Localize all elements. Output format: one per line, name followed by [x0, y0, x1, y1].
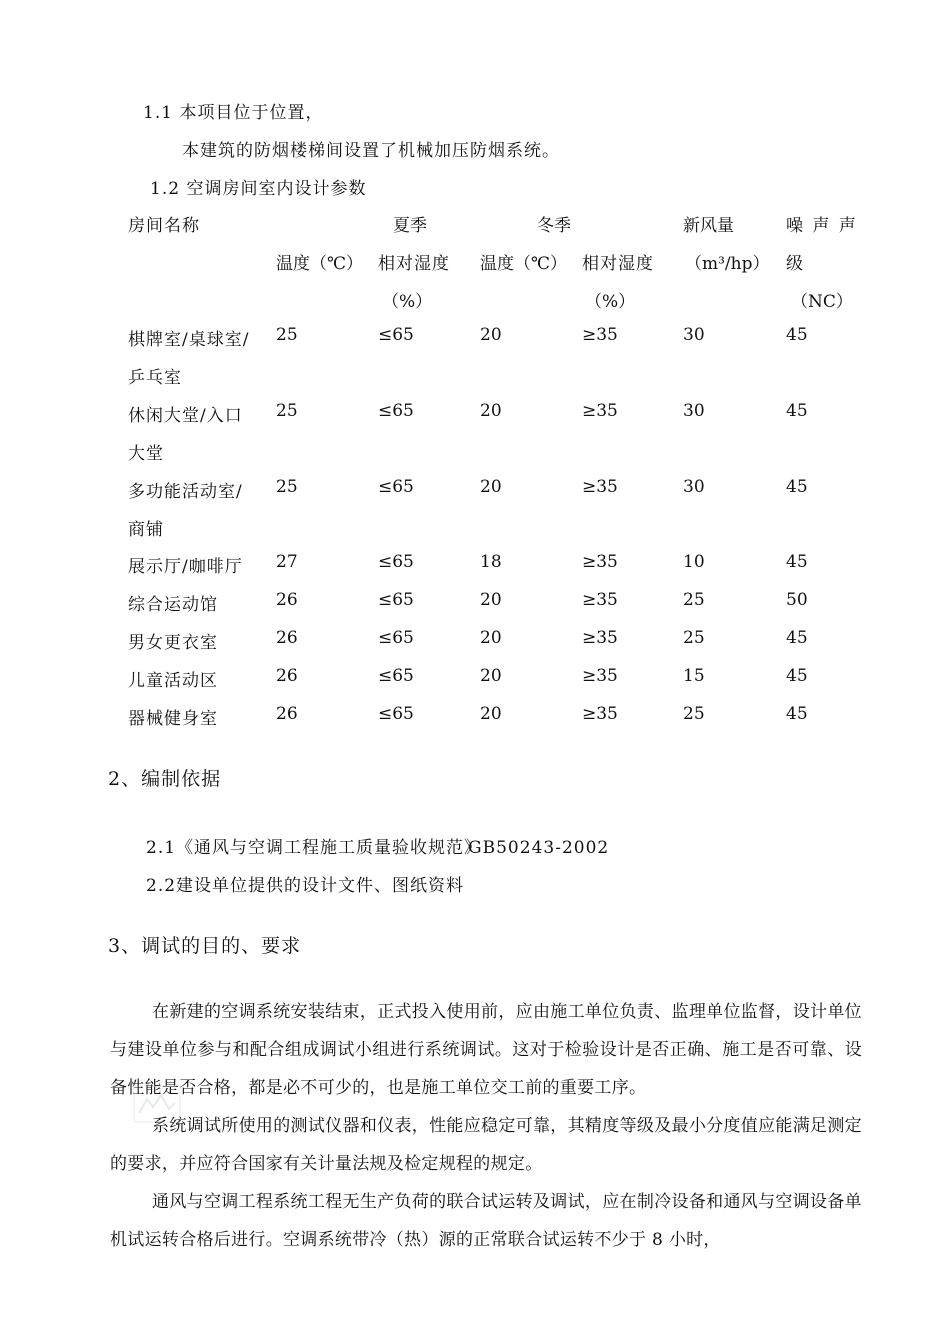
table-cell-noise: 45 — [786, 325, 808, 345]
table-cell-noise: 45 — [786, 628, 808, 648]
table-row-name: 棋牌室/桌球室/ — [128, 330, 250, 350]
table-cell-winter-temp: 20 — [480, 325, 502, 345]
table-cell-summer-rh: ≤65 — [378, 401, 414, 421]
section-3-paragraph-3 — [110, 1183, 862, 1259]
table-row-name-cont: 商铺 — [128, 520, 164, 540]
table-cell-fresh-air: 10 — [683, 552, 705, 572]
table-cell-winter-temp: 20 — [480, 666, 502, 686]
section-3-paragraph-2 — [110, 1107, 862, 1183]
table-cell-winter-rh: ≥35 — [582, 628, 618, 648]
table-cell-noise: 45 — [786, 401, 808, 421]
table-cell-winter-temp: 18 — [480, 552, 502, 572]
header-room-name: 房间名称 — [128, 216, 200, 236]
header-fresh-air: 新风量 — [683, 216, 734, 236]
table-cell-summer-rh: ≤65 — [378, 666, 414, 686]
section-2-1-item — [146, 833, 609, 858]
table-cell-fresh-air: 25 — [683, 704, 705, 724]
header-winter-temp: 温度（℃） — [480, 254, 568, 274]
header-summer-rh: 相对湿度 — [378, 254, 450, 274]
table-cell-fresh-air: 25 — [683, 628, 705, 648]
header-fresh-air-unit: （m³/hp） — [685, 254, 770, 274]
table-cell-winter-rh: ≥35 — [582, 704, 618, 724]
table-cell-summer-rh: ≤65 — [378, 704, 414, 724]
header-noise-unit: （NC） — [791, 292, 853, 312]
table-cell-summer-temp: 25 — [276, 401, 298, 421]
header-winter-rh-unit: （%） — [585, 292, 636, 312]
paragraph-1-text: 在新建的空调系统安装结束，正式投入使用前，应由施工单位负责、监理单位监督，设计单位与建设单位参与和配合组成调试小组进行系统调试。这对于检验设计是否正确、施工是否可靠、设备性能是否合格，都是必不可少的，也是施工单位交工前的重要工序。 — [110, 1002, 862, 1098]
table-row-name: 展示厅/咖啡厅 — [128, 557, 243, 577]
table-cell-winter-temp: 20 — [480, 704, 502, 724]
table-cell-fresh-air: 15 — [683, 666, 705, 686]
table-cell-summer-temp: 25 — [276, 325, 298, 345]
table-row-name-cont: 大堂 — [128, 444, 164, 464]
table-cell-summer-temp: 26 — [276, 590, 298, 610]
section-3-heading: 3、调试的目的、要求 — [108, 935, 302, 957]
table-row-name: 器械健身室 — [128, 709, 218, 729]
section-2-1-title: 2.1《通风与空调工程施工质量验收规范》 — [146, 838, 483, 858]
section-1-1-line: 1.1 本项目位于位置， — [143, 103, 324, 123]
table-row-name: 儿童活动区 — [128, 671, 218, 691]
table-cell-noise: 50 — [786, 590, 808, 610]
table-cell-noise: 45 — [786, 666, 808, 686]
table-cell-fresh-air: 30 — [683, 477, 705, 497]
header-summer-rh-unit: （%） — [382, 292, 433, 312]
table-cell-fresh-air: 25 — [683, 590, 705, 610]
table-row-name: 男女更衣室 — [128, 633, 218, 653]
header-winter: 冬季 — [537, 216, 571, 236]
table-cell-fresh-air: 30 — [683, 325, 705, 345]
table-cell-summer-rh: ≤65 — [378, 477, 414, 497]
table-cell-summer-rh: ≤65 — [378, 590, 414, 610]
table-cell-summer-rh: ≤65 — [378, 628, 414, 648]
table-cell-winter-temp: 20 — [480, 401, 502, 421]
smoke-control-line: 本建筑的防烟楼梯间设置了机械加压防烟系统。 — [182, 141, 560, 161]
table-cell-summer-temp: 26 — [276, 628, 298, 648]
table-cell-winter-temp: 20 — [480, 477, 502, 497]
table-cell-winter-rh: ≥35 — [582, 590, 618, 610]
table-cell-noise: 45 — [786, 552, 808, 572]
section-3-paragraph-1 — [110, 993, 862, 1107]
header-summer-temp: 温度（℃） — [276, 254, 364, 274]
table-cell-noise: 45 — [786, 477, 808, 497]
table-cell-summer-rh: ≤65 — [378, 552, 414, 572]
table-cell-summer-temp: 26 — [276, 666, 298, 686]
header-summer: 夏季 — [393, 216, 427, 236]
header-noise: 噪 声 声 — [786, 216, 858, 236]
table-cell-fresh-air: 30 — [683, 401, 705, 421]
table-cell-noise: 45 — [786, 704, 808, 724]
table-cell-winter-rh: ≥35 — [582, 552, 618, 572]
table-cell-winter-rh: ≥35 — [582, 325, 618, 345]
header-winter-rh: 相对湿度 — [582, 254, 654, 274]
section-2-heading: 2、编制依据 — [108, 768, 222, 790]
paragraph-2-text: 系统调试所使用的测试仪器和仪表，性能应稳定可靠，其精度等级及最小分度值应能满足测定的要求，并应符合国家有关计量法规及检定规程的规定。 — [110, 1116, 862, 1174]
table-cell-winter-rh: ≥35 — [582, 477, 618, 497]
watermark-icon — [133, 1085, 181, 1123]
table-cell-winter-rh: ≥35 — [582, 401, 618, 421]
section-2-1-code: GB50243-2002 — [468, 838, 610, 858]
section-2-2-item: 2.2建设单位提供的设计文件、图纸资料 — [146, 876, 465, 896]
table-cell-summer-rh: ≤65 — [378, 325, 414, 345]
table-row-name: 休闲大堂/入口 — [128, 406, 243, 426]
table-cell-summer-temp: 27 — [276, 552, 298, 572]
table-cell-summer-temp: 25 — [276, 477, 298, 497]
section-1-2-line: 1.2 空调房间室内设计参数 — [150, 179, 367, 199]
table-cell-summer-temp: 26 — [276, 704, 298, 724]
table-cell-winter-temp: 20 — [480, 590, 502, 610]
table-row-name: 多功能活动室/ — [128, 482, 243, 502]
paragraph-3-text: 通风与空调工程系统工程无生产负荷的联合试运转及调试，应在制冷设备和通风与空调设备单机试运转合格后进行。空调系统带冷（热）源的正常联合试运转不少于 8 小时， — [110, 1192, 862, 1250]
table-row-name-cont: 乒乓室 — [128, 368, 182, 388]
table-cell-winter-rh: ≥35 — [582, 666, 618, 686]
header-noise-level: 级 — [786, 254, 803, 274]
table-row-name: 综合运动馆 — [128, 595, 218, 615]
table-cell-winter-temp: 20 — [480, 628, 502, 648]
